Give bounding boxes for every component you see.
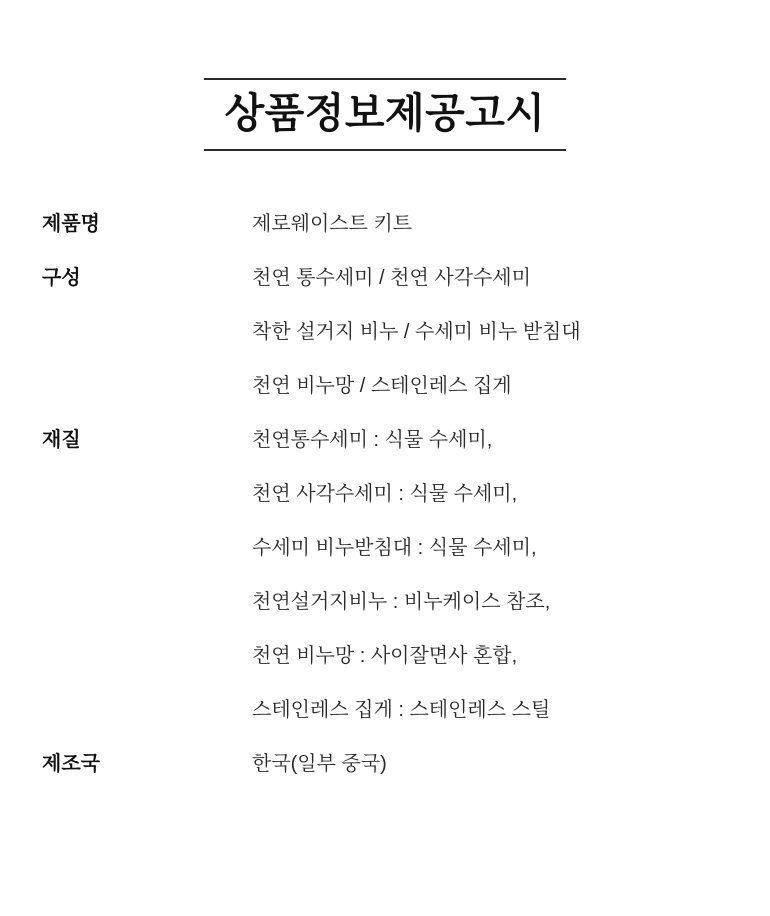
row-value: 제로웨이스트 키트 xyxy=(252,213,413,236)
row-label-composition: 구성 xyxy=(42,267,81,290)
row-label-product-name: 제품명 xyxy=(42,213,100,236)
row-value: 착한 설거지 비누 / 수세미 비누 받침대 xyxy=(252,321,581,344)
row-value: 천연설거지비누 : 비누케이스 참조, xyxy=(252,591,551,614)
product-info-table xyxy=(0,197,770,791)
table-row xyxy=(42,251,750,413)
row-label-origin: 제조국 xyxy=(42,753,100,776)
table-row xyxy=(42,737,750,791)
row-value: 스테인레스 집게 : 스테인레스 스틸 xyxy=(252,699,551,722)
row-value: 천연 비누망 / 스테인레스 집게 xyxy=(252,375,512,398)
title-bottom-rule xyxy=(204,149,566,151)
document-title-block xyxy=(204,0,566,151)
row-value: 천연 통수세미 / 천연 사각수세미 xyxy=(252,267,531,290)
row-value: 천연 비누망 : 사이잘면사 혼합, xyxy=(252,645,518,668)
row-label-material: 재질 xyxy=(42,429,81,452)
row-values-composition xyxy=(252,251,750,413)
row-values-origin xyxy=(252,737,750,791)
row-value: 수세미 비누받침대 : 식물 수세미, xyxy=(252,537,537,560)
table-row xyxy=(42,413,750,737)
row-values-product-name xyxy=(252,197,750,251)
page-title: 상품정보제공고시 xyxy=(224,90,546,136)
row-value: 한국(일부 중국) xyxy=(252,753,387,776)
row-value: 천연통수세미 : 식물 수세미, xyxy=(252,429,493,452)
row-values-material xyxy=(252,413,750,737)
table-row xyxy=(42,197,750,251)
row-value: 천연 사각수세미 : 식물 수세미, xyxy=(252,483,518,506)
